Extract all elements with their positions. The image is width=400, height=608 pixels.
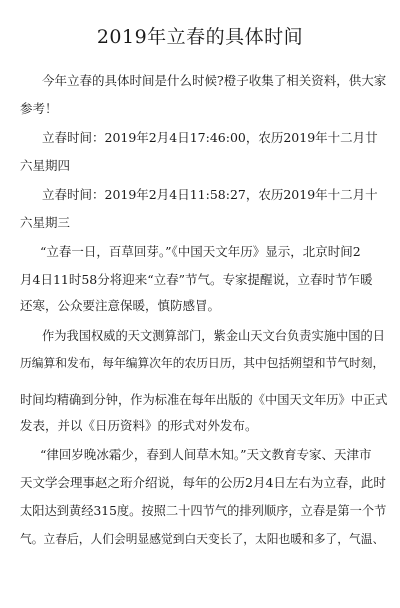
paragraph-4-line-3: 还寒，公众要注意保暖，慎防感冒。 bbox=[20, 298, 221, 313]
paragraph-6-line-2: 天文学会理事赵之珩介绍说，每年的公历2月4日左右为立春，此时 bbox=[20, 475, 386, 490]
paragraph-3-line-1: 立春时间：2019年2月4日11:58:27，农历2019年十二月十 bbox=[42, 187, 378, 202]
paragraph-5-line-1: 作为我国权威的天文测算部门，紫金山天文台负责实施中国的日 bbox=[42, 329, 385, 343]
paragraph-3-line-2: 六星期三 bbox=[20, 215, 71, 230]
paragraph-6-line-1: “律回岁晚冰霜少，春到人间草木知。”天文教育专家、天津市 bbox=[40, 447, 372, 462]
paragraph-1-line-2: 参考！ bbox=[20, 101, 58, 116]
paragraph-5-line-4: 发表，并以《日历资料》的形式对外发布。 bbox=[20, 418, 258, 433]
paragraph-6-line-3: 太阳达到黄经315度。按照二十四节气的排列顺序，立春是第一个节 bbox=[20, 504, 387, 518]
paragraph-5-line-3: 时间均精确到分钟，作为标准在每年出版的《中国天文年历》中正式 bbox=[20, 393, 388, 407]
paragraph-2-line-2: 六星期四 bbox=[20, 158, 71, 173]
document-title: 2019年立春的具体时间 bbox=[96, 26, 304, 48]
paragraph-2-line-1: 立春时间：2019年2月4日17:46:00，农历2019年十二月廿 bbox=[42, 130, 378, 145]
paragraph-5-line-2: 历编算和发布，每年编算次年的农历日历，其中包括朔望和节气时刻， bbox=[20, 356, 385, 370]
paragraph-4-line-2: 月4日11时58分将迎来“立春”节气。专家提醒说，立春时节乍暖 bbox=[20, 272, 373, 287]
paragraph-1-line-1: 今年立春的具体时间是什么时候?橙子收集了相关资料，供大家 bbox=[42, 73, 387, 88]
paragraph-6-line-4: 气。立春后，人们会明显感觉到白天变长了，太阳也暖和多了，气温、 bbox=[20, 532, 385, 546]
paragraph-4-line-1: “立春一日，百草回芽。”《中国天文年历》显示，北京时间2 bbox=[40, 244, 361, 259]
